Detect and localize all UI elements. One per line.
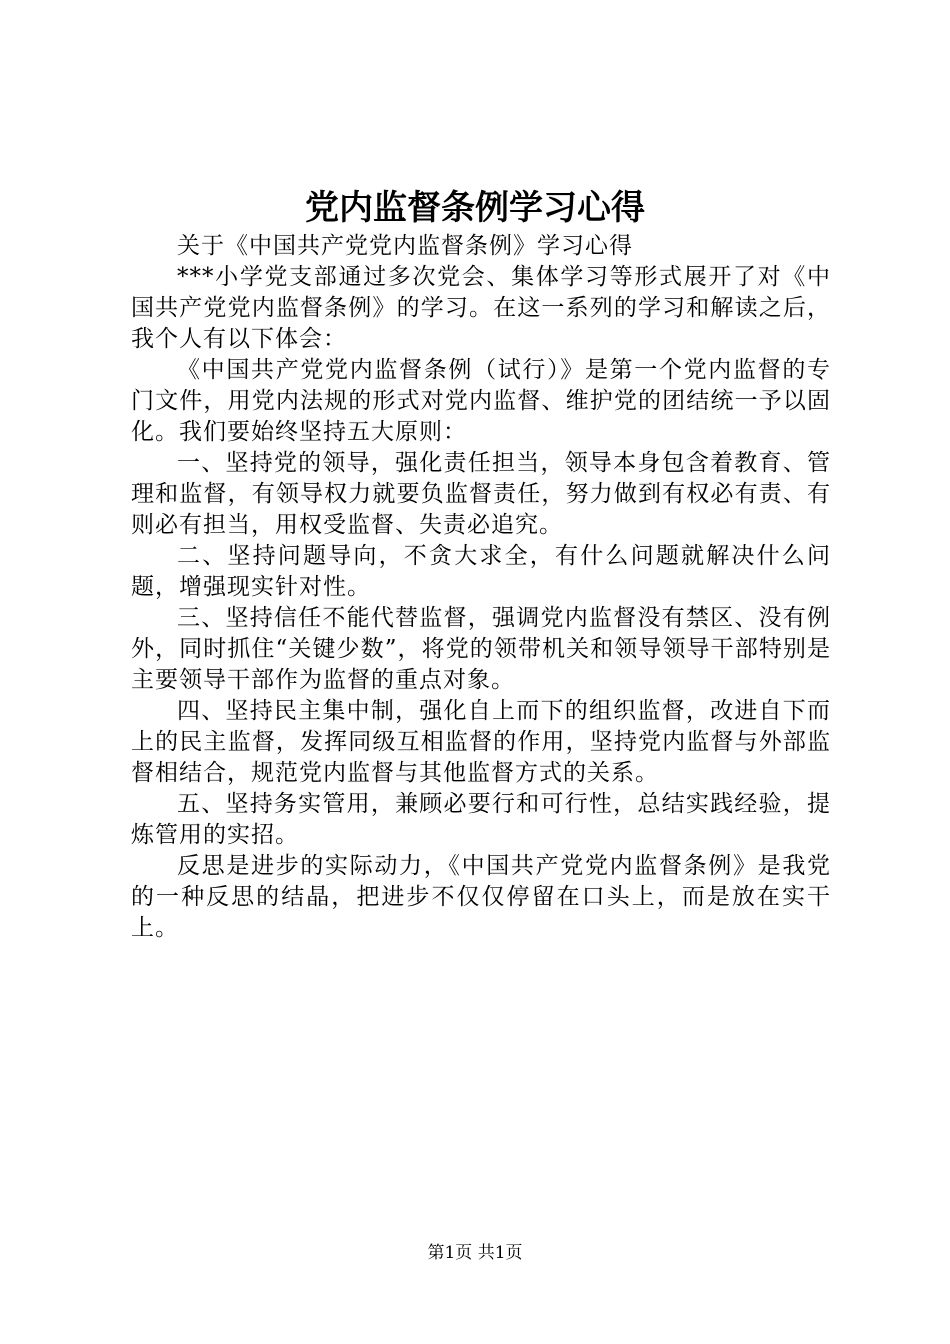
paragraph-overview: 《中国共产党党内监督条例（试行）》是第一个党内监督的专门文件，用党内法规的形式对党内监督、维护党的团结统一予以固化。我们要始终坚持五大原则： xyxy=(131,357,831,445)
paragraph-intro: ***小学党支部通过多次党会、集体学习等形式展开了对《中国共产党党内监督条例》的学习。在这一系列的学习和解读之后，我个人有以下体会： xyxy=(131,264,831,352)
document-body xyxy=(131,231,831,944)
paragraph-principle-2: 二、坚持问题导向，不贪大求全，有什么问题就解决什么问题，增强现实针对性。 xyxy=(131,543,831,600)
paragraph-principle-4: 四、坚持民主集中制，强化自上而下的组织监督，改进自下而上的民主监督，发挥同级互相监督的作用，坚持党内监督与外部监督相结合，规范党内监督与其他监督方式的关系。 xyxy=(131,698,831,786)
paragraph-principle-5: 五、坚持务实管用，兼顾必要行和可行性，总结实践经验，提炼管用的实招。 xyxy=(131,791,831,848)
page-footer: 第1页 共1页 xyxy=(427,1243,523,1263)
paragraph-principle-1: 一、坚持党的领导，强化责任担当，领导本身包含着教育、管理和监督，有领导权力就要负监督责任，努力做到有权必有责、有则必有担当，用权受监督、失责必追究。 xyxy=(131,450,831,538)
paragraph-principle-3: 三、坚持信任不能代替监督，强调党内监督没有禁区、没有例外，同时抓住“关键少数”，将党的领带机关和领导领导干部特别是主要领导干部作为监督的重点对象。 xyxy=(131,605,831,693)
document-title: 党内监督条例学习心得 xyxy=(305,188,645,228)
paragraph-conclusion: 反思是进步的实际动力，《中国共产党党内监督条例》是我党的一种反思的结晶，把进步不仅仅停留在口头上，而是放在实干上。 xyxy=(131,853,831,941)
paragraph-subtitle: 关于《中国共产党党内监督条例》学习心得 xyxy=(177,233,633,259)
